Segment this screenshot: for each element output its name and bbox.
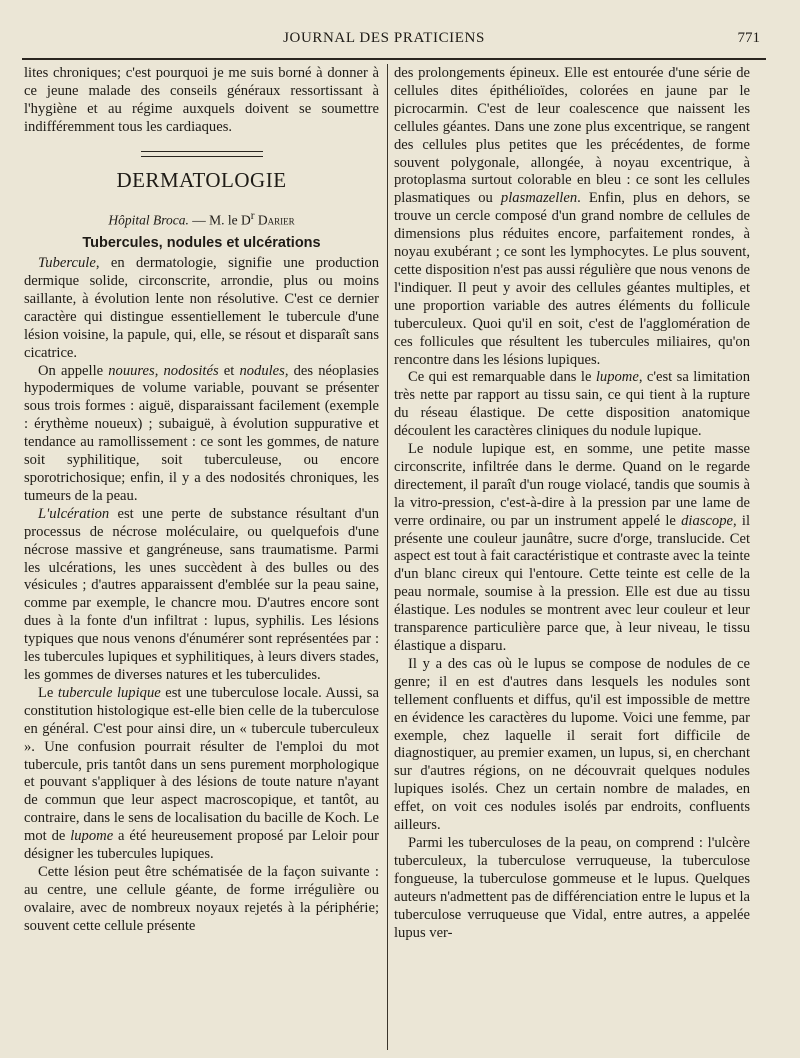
section-double-rule [141,151,263,157]
section-title: DERMATOLOGIE [116,167,287,192]
paragraph-text: Le nodule lupique est, en somme, une petite masse circonscrite, infiltrée dans le derme. Quand on le regarde directement, il paraît d'un rouge violacé, tandis que soumis à la vitro-pression, c'est-à-dire à la pression par une lame de verre ordinaire, ou par un instrument appelé le [394,441,750,529]
paragraph-text: Le [38,684,58,701]
column-divider [387,64,388,1050]
paragraph-text: , [154,362,164,379]
paragraph-text: des prolongements épineux. Elle est entourée d'une série de cellules dites épithélioïdes, colorées en jaune par le picrocarmin. C'est de leur coalescence que naissent les cellules géantes. Dans une zone plus excentrique, se rangent des cellules plus petites que les précédentes, de forme souvent polygonale, allongée, à noyau excentrique, à protoplasma surtout colorable en bleu : ce sont les cellules plasmatiques ou [394,65,750,207]
article-title: Tubercules, nodules et ulcérations [82,235,321,252]
paragraph: Parmi les tuberculoses de la peau, on comprend : l'ulcère tuberculeux, la tuberculose verruqueuse, la tuberculose fongueuse, la tuberculose gommeuse et le lupus. Quelques auteurs n'admettent pas de différenciation entre le lupus et la tuberculose verruqueuse que Vidal, entre autres, a appelée lupus ver- [394,834,750,941]
byline [24,207,379,230]
paragraph-text: , c'est sa limitation très nette par rapport au tissu sain, ce qui tient à la rupture du réseau élastique. De cette disposition anatomique découlent les caractères cliniques du nodule lupique. [394,369,750,440]
right-column [394,65,750,942]
paragraph-text: est une tuberculose locale. Aussi, sa constitution histologique est-elle bien celle de la tuberculose en général. C'est pour ainsi dire, un « tubercule tuberculeux ». Une confusion pourrait résulter de l'emploi du mot tubercule, pris tantôt dans un sens purement morphologique et pouvant s'appliquer à des lésions de toute nature n'ayant de commun que leur aspect macroscopique, et tantôt, au contraire, dans le sens de localisation du bacille de Koch. Le mot de [24,684,379,845]
italic-term: lupome [595,369,639,386]
byline-separator: — M. le D [188,212,251,228]
paragraph-text: a été heureusement proposé par Leloir pour désigner les tubercules lupiques. [24,828,379,863]
running-header [24,28,760,48]
paragraph-text: On appelle [38,362,109,379]
italic-term: nouures [108,362,155,379]
paragraph: lites chroniques; c'est pourquoi je me suis borné à donner à ce jeune malade des conseils généraux ressortissant à l'hygiène et au régime auxquels doivent se soumettre indifféremment tous les cardiaques. [24,65,379,135]
italic-term: L'ulcération [38,505,110,522]
paragraph [24,255,379,362]
paragraph [394,369,750,441]
italic-term: diascope [681,512,733,529]
paragraph-text: , en dermatologie, signifie une production dermique solide, circonscrite, arrondie, plus ou moins saillante, à évolution lente non résolutive. C'est ce dernier caractère qui distingue essentiellement le tubercule d'une lésion voisine, la papule, qui, elle, se résout et disparaît sans cicatrice. [24,255,379,361]
italic-term: tubercule lupique [57,684,161,701]
paragraph-text: . Enfin, plus en dehors, se trouve un cercle composé d'un grand nombre de cellules de dimensions plus réduites encore, parfaitement rondes, à noyau exubérant ; ce sont les lymphocytes. Le plus souvent, cette disposition n'est pas aussi régulière que nous venons de l'indiquer. Il peut y avoir des cellules géantes multiples, et une proportion variable des autres éléments du follicule tuberculeux. Quoi qu'il en soit, c'est de l'agglomération de ces follicules que résultent les tubercules miliaires, qu'on rencontre dans les lésions lupiques. [394,190,750,368]
paragraph-text: , des néoplasies hypodermiques de volume variable, pouvant se présenter sous trois formes : aiguë, disparaissant facilement (exemple : érythème noueux) ; subaiguë, à évolution suppurative et tendance au ramollissement : ce sont les gommes, de nature soit syphilitique, soit tuberculeuse, ou encore sporotrichosique; enfin, il y a des nodosités chroniques, les tumeurs de la peau. [24,362,379,504]
paragraph [394,441,750,656]
byline-superscript: r [250,209,255,222]
paragraph [394,65,750,369]
journal-title: JOURNAL DES PRATICIENS [283,30,485,46]
page-number: 771 [737,30,760,46]
left-column [24,65,379,936]
paragraph [24,363,379,506]
paragraph-text: et [218,362,240,379]
italic-term: nodosités [163,362,219,379]
paragraph [24,685,379,864]
italic-term: plasmazellen [500,190,578,207]
italic-term: nodules [239,362,285,379]
paragraph: Cette lésion peut être schématisée de la façon suivante : au centre, une cellule géante, de forme irrégulière ou ovalaire, avec de nombreux noyaux rejetés à la périphérie; souvent cette cellule présente [24,863,379,934]
paragraph-text: Ce qui est remarquable dans le [408,369,596,386]
byline-hospital: Hôpital Broca. [108,212,189,228]
header-rule [22,58,766,60]
paragraph [24,506,379,685]
italic-term: lupome [70,828,114,845]
italic-term: Tubercule [38,255,96,272]
paragraph: Il y a des cas où le lupus se compose de nodules de ce genre; il en est d'autres dans lesquels les nodules sont tellement confluents et diffus, qu'il est impossible de mettre en évidence les caractères du lupome. Voici une femme, par exemple, chez laquelle il serait fort difficile de diagnostiquer, au premier examen, un lupus, si, en cherchant sur d'autres régions, on ne découvrait quelques nodules lupiques isolés. Chez un certain nombre de malades, en effet, on voit ces nodules isolés par endroits, confluents ailleurs. [394,655,750,834]
byline-author: Darier [254,212,295,228]
paragraph-text: , il présente une couleur jaunâtre, sucre d'orge, translucide. Cet aspect est tout à fait caractéristique et contraste avec la teinte d'un blanc cireux qui l'entoure. Cette teinte est celle de la peau normale, soumise à la pression. Elle est due au tissu élastique. Les nodules se montrent avec leur couleur et leur transparence particulière parce que, à leur niveau, le tissu élastique a disparu. [394,512,751,654]
paragraph-text: est une perte de substance résultant d'un processus de nécrose moléculaire, ou quelquefois d'une nécrose massive et gangréneuse, sans traumatisme. Parmi les ulcérations, les unes succèdent à des bulles ou des vésicules ; d'autres apparaissent d'emblée sur la peau saine, comme par exemple, le chancre mou. D'autres encore sont dues à la fonte d'un infiltrat : lupus, syphilis. Les lésions typiques que nous venons d'énumérer sont représentées par : les tubercules lupiques et syphilitiques, à leurs divers stades, les gommes de diverses natures et les tuberculides. [24,505,379,683]
